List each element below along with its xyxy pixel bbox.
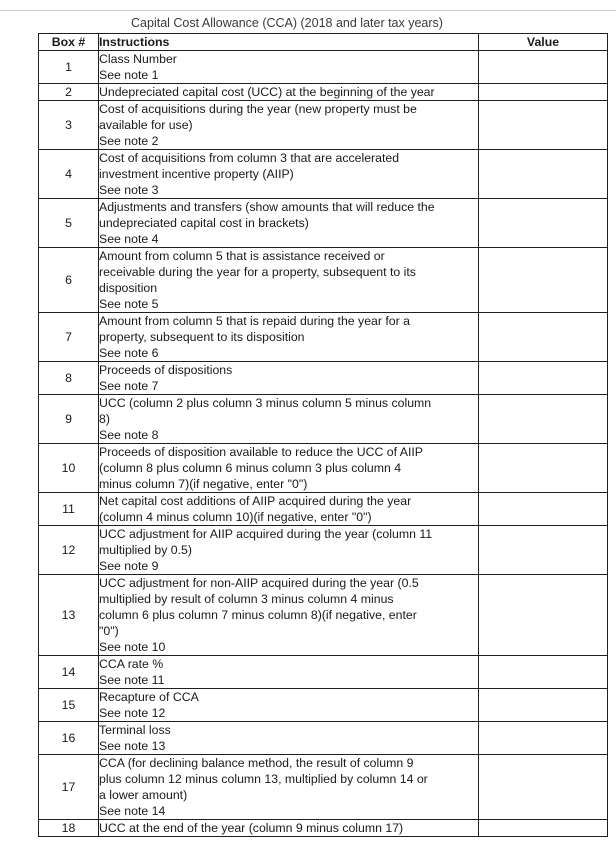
table-row	[39, 84, 608, 101]
instruction-text: CCA (for declining balance method, the result of column 9 plus column 12 minus column 13, multiplied by column 14 or a lower amount) See note 14	[99, 755, 479, 820]
box-number: 2	[39, 84, 99, 101]
table-row	[39, 526, 608, 575]
value-cell[interactable]	[479, 755, 608, 820]
table-row	[39, 755, 608, 820]
table-row	[39, 51, 608, 84]
cca-table	[38, 33, 608, 837]
instruction-text: Terminal loss See note 13	[99, 722, 479, 755]
box-number: 17	[39, 755, 99, 820]
box-number: 12	[39, 526, 99, 575]
table-row	[39, 820, 608, 837]
table-row	[39, 101, 608, 150]
box-number: 6	[39, 248, 99, 313]
value-cell[interactable]	[479, 395, 608, 444]
box-number: 14	[39, 656, 99, 689]
table-row	[39, 199, 608, 248]
instruction-text: Recapture of CCA See note 12	[99, 689, 479, 722]
table-row	[39, 313, 608, 362]
instruction-text: Cost of acquisitions from column 3 that are accelerated investment incentive property (AIIP) See note 3	[99, 150, 479, 199]
box-number: 18	[39, 820, 99, 837]
table-row	[39, 493, 608, 526]
value-cell[interactable]	[479, 199, 608, 248]
instruction-text: Class Number See note 1	[99, 51, 479, 84]
instruction-text: Cost of acquisitions during the year (new property must be available for use) See note 2	[99, 101, 479, 150]
value-cell[interactable]	[479, 444, 608, 493]
box-number: 1	[39, 51, 99, 84]
value-cell[interactable]	[479, 656, 608, 689]
instruction-text: Amount from column 5 that is assistance received or receivable during the year for a property, subsequent to its disposition See note 5	[99, 248, 479, 313]
table-row	[39, 575, 608, 656]
value-cell[interactable]	[479, 150, 608, 199]
table-row	[39, 248, 608, 313]
box-number: 10	[39, 444, 99, 493]
table-row	[39, 395, 608, 444]
table-row	[39, 722, 608, 755]
instruction-text: CCA rate % See note 11	[99, 656, 479, 689]
table-caption: Capital Cost Allowance (CCA) (2018 and later tax years)	[131, 16, 443, 30]
table-row	[39, 689, 608, 722]
table-row	[39, 656, 608, 689]
top-divider	[0, 10, 616, 11]
box-number: 7	[39, 313, 99, 362]
value-cell[interactable]	[479, 51, 608, 84]
value-cell[interactable]	[479, 84, 608, 101]
value-cell[interactable]	[479, 313, 608, 362]
box-number: 8	[39, 362, 99, 395]
value-cell[interactable]	[479, 820, 608, 837]
box-number: 4	[39, 150, 99, 199]
instruction-text: UCC at the end of the year (column 9 minus column 17)	[99, 820, 479, 837]
value-cell[interactable]	[479, 248, 608, 313]
instruction-text: Proceeds of disposition available to reduce the UCC of AIIP (column 8 plus column 6 minus column 3 plus column 4 minus column 7)(if negative, enter "0")	[99, 444, 479, 493]
table-row	[39, 362, 608, 395]
box-number: 9	[39, 395, 99, 444]
header-row	[39, 34, 608, 51]
value-header: Value	[479, 34, 608, 51]
table-body	[39, 51, 608, 837]
instruction-text: Amount from column 5 that is repaid during the year for a property, subsequent to its disposition See note 6	[99, 313, 479, 362]
value-cell[interactable]	[479, 689, 608, 722]
box-number: 16	[39, 722, 99, 755]
instruction-text: UCC (column 2 plus column 3 minus column 5 minus column 8) See note 8	[99, 395, 479, 444]
instruction-text: UCC adjustment for non-AIIP acquired during the year (0.5 multiplied by result of column 3 minus column 4 minus column 6 plus column 7 minus column 8)(if negative, enter "0") See note 10	[99, 575, 479, 656]
value-cell[interactable]	[479, 362, 608, 395]
value-cell[interactable]	[479, 493, 608, 526]
value-cell[interactable]	[479, 575, 608, 656]
box-number: 3	[39, 101, 99, 150]
instruction-text: Net capital cost additions of AIIP acquired during the year (column 4 minus column 10)(if negative, enter "0")	[99, 493, 479, 526]
instruction-text: Undepreciated capital cost (UCC) at the beginning of the year	[99, 84, 479, 101]
box-number: 11	[39, 493, 99, 526]
box-number: 5	[39, 199, 99, 248]
value-cell[interactable]	[479, 526, 608, 575]
box-number: 13	[39, 575, 99, 656]
table-row	[39, 150, 608, 199]
box-number: 15	[39, 689, 99, 722]
instructions-header: Instructions	[99, 34, 479, 51]
instruction-text: Adjustments and transfers (show amounts that will reduce the undepreciated capital cost in brackets) See note 4	[99, 199, 479, 248]
table-row	[39, 444, 608, 493]
instruction-text: Proceeds of dispositions See note 7	[99, 362, 479, 395]
instruction-text: UCC adjustment for AIIP acquired during the year (column 11 multiplied by 0.5) See note 9	[99, 526, 479, 575]
value-cell[interactable]	[479, 101, 608, 150]
box-number-header: Box #	[39, 34, 99, 51]
value-cell[interactable]	[479, 722, 608, 755]
